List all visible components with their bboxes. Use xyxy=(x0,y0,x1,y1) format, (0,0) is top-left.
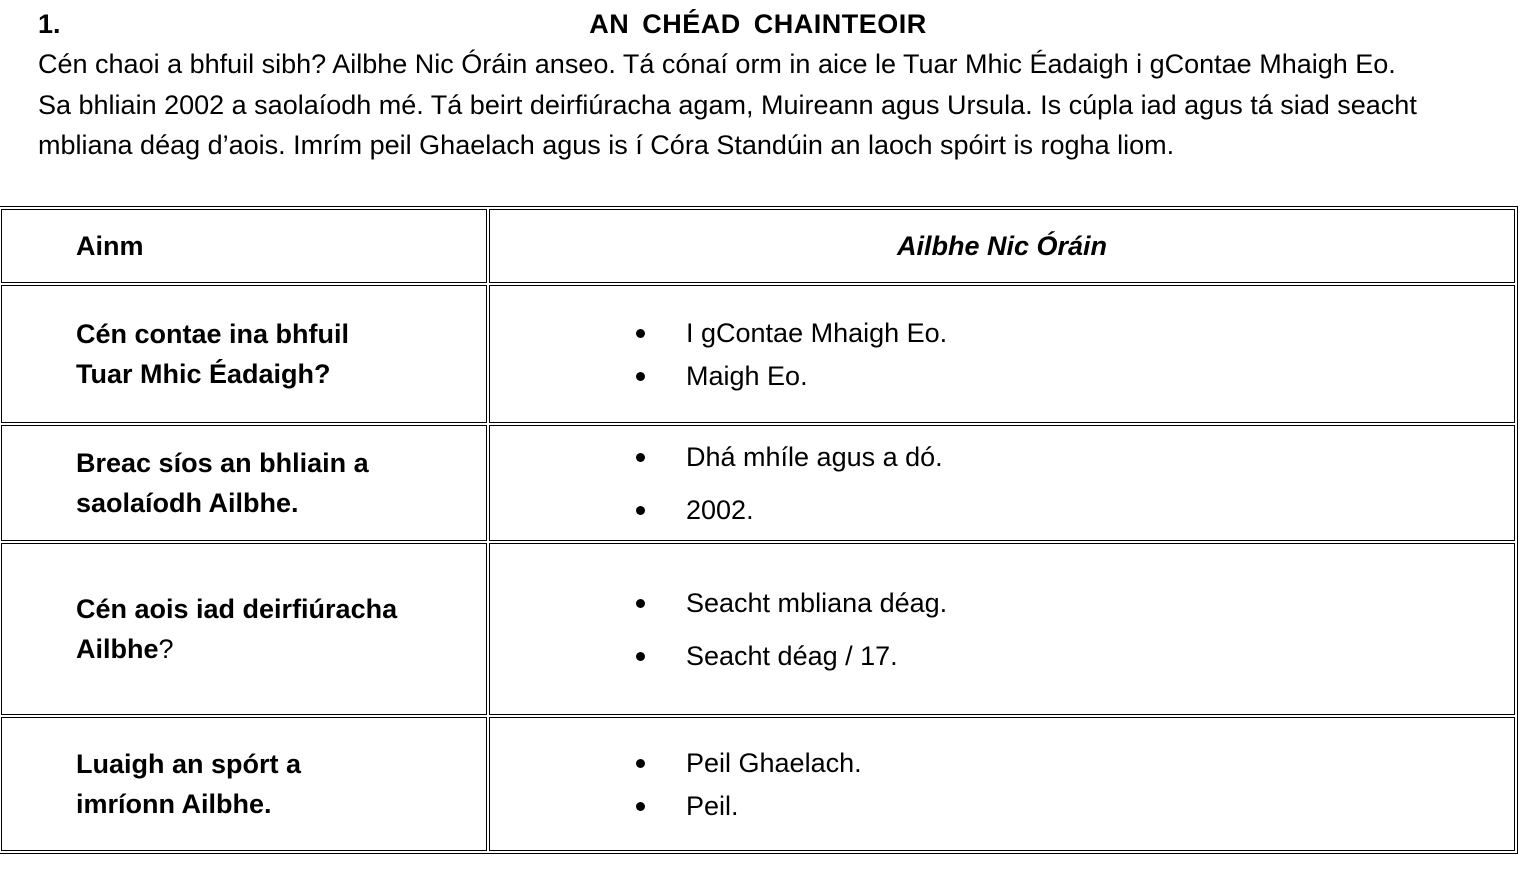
answer-table xyxy=(0,206,1518,854)
answer-item: Maigh Eo. xyxy=(636,356,1514,396)
answer-item: Peil. xyxy=(636,786,1514,826)
question-line: Cén contae ina bhfuil xyxy=(76,319,350,349)
answer-cell xyxy=(489,285,1515,423)
table-row xyxy=(1,717,1515,851)
answer-item: Peil Ghaelach. xyxy=(636,743,1514,783)
table-row xyxy=(1,425,1515,541)
answer-item: Seacht mbliana déag. xyxy=(636,583,1514,623)
question-number: 1. xyxy=(38,9,61,39)
answer-cell xyxy=(489,543,1515,715)
answer-item: 2002. xyxy=(636,490,1514,530)
question-line: Cén aois iad deirfiúracha xyxy=(76,594,398,624)
question-line: imríonn Ailbhe. xyxy=(76,789,272,819)
name-value-cell: Ailbhe Nic Óráin xyxy=(489,209,1515,283)
table-row xyxy=(1,543,1515,715)
answer-item: I gContae Mhaigh Eo. xyxy=(636,313,1514,353)
question-cell xyxy=(1,425,487,541)
question-cell xyxy=(1,543,487,715)
question-line: Luaigh an spórt a xyxy=(76,749,302,779)
answer-cell xyxy=(489,425,1515,541)
question-cell xyxy=(1,285,487,423)
question-line: Breac síos an bhliain a xyxy=(76,448,369,478)
question-mark: ? xyxy=(158,634,174,664)
answer-list xyxy=(490,437,1514,530)
question-line: saolaíodh Ailbhe. xyxy=(76,488,299,518)
question-line xyxy=(76,629,486,669)
answer-list xyxy=(490,743,1514,826)
page-title: AN CHÉAD CHAINTEOIR xyxy=(589,9,927,39)
table-row xyxy=(1,209,1515,283)
answer-item: Seacht déag / 17. xyxy=(636,636,1514,676)
question-cell xyxy=(1,717,487,851)
question-line: Tuar Mhic Éadaigh? xyxy=(76,359,331,389)
answer-item: Dhá mhíle agus a dó. xyxy=(636,437,1514,477)
answer-cell xyxy=(489,717,1515,851)
question-text: Ailbhe xyxy=(76,634,159,664)
reading-passage: Cén chaoi a bhfuil sibh? Ailbhe Nic Óráin anseo. Tá cónaí orm in aice le Tuar Mhic Éadaigh i gContae Mhaigh Eo. Sa bhliain 2002 a saolaíodh mé. Tá beirt deirfiúracha agam, Muireann agus Ursula. Is cúpla iad agus tá siad seacht mbliana déag d’aois. Imrím peil Ghaelach agus is í Córa Standúin an laoch spóirt is rogha liom. xyxy=(38,49,1417,160)
answer-list xyxy=(490,313,1514,396)
table-row xyxy=(1,285,1515,423)
section-heading xyxy=(38,4,1478,44)
answer-list xyxy=(490,583,1514,676)
name-label-cell: Ainm xyxy=(1,209,487,283)
